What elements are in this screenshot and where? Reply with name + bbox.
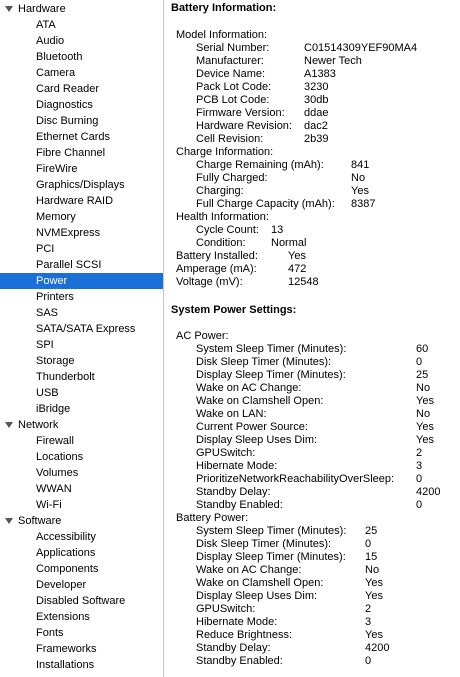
hardware-revision-value: dac2 (304, 120, 328, 132)
bat-disk-sleep-value: 0 (365, 538, 372, 550)
sidebar-item-ata[interactable]: ATA (36, 19, 56, 31)
ac-standby-enabled-value: 0 (416, 499, 423, 511)
bat-hibernate-value: 3 (365, 616, 372, 628)
ac-standby-delay-label: Standby Delay: (196, 486, 271, 498)
sidebar-item-printers[interactable]: Printers (36, 291, 74, 303)
disclosure-triangle-icon[interactable] (5, 422, 13, 428)
device-name-label: Device Name: (196, 68, 266, 80)
charging-label: Charging: (196, 185, 244, 197)
voltage-label: Voltage (mV): (176, 276, 243, 288)
ac-current-power-source-value: Yes (416, 421, 434, 433)
ac-standby-delay-value: 4200 (416, 486, 441, 498)
sidebar-item-audio[interactable]: Audio (36, 35, 65, 47)
bat-reduce-brightness-value: Yes (365, 629, 383, 641)
sidebar-item-frameworks[interactable]: Frameworks (36, 643, 97, 655)
bat-display-sleep-value: 15 (365, 551, 378, 563)
firmware-version-label: Firmware Version: (196, 107, 285, 119)
ac-current-power-source-label: Current Power Source: (196, 421, 308, 433)
group-network[interactable] (0, 417, 163, 433)
pcb-lot-code-value: 30db (304, 94, 329, 106)
sidebar-item-diagnostics[interactable]: Diagnostics (36, 99, 93, 111)
sidebar-item-accessibility[interactable]: Accessibility (36, 531, 96, 543)
bat-gpuswitch-label: GPUSwitch: (196, 603, 256, 615)
bat-display-dim-value: Yes (365, 590, 383, 602)
ac-hibernate-value: 3 (416, 460, 423, 472)
bat-wake-clamshell-label: Wake on Clamshell Open: (196, 577, 324, 589)
sidebar-item-firewire[interactable]: FireWire (36, 163, 78, 175)
ac-display-sleep-value: 25 (416, 369, 429, 381)
sidebar-item-fonts[interactable]: Fonts (36, 627, 64, 639)
cycle-count-value: 13 (271, 224, 284, 236)
ac-wake-clamshell-label: Wake on Clamshell Open: (196, 395, 324, 407)
hardware-revision-label: Hardware Revision: (196, 120, 292, 132)
bat-system-sleep-value: 25 (365, 525, 378, 537)
amperage-label: Amperage (mA): (176, 263, 257, 275)
ac-disk-sleep-label: Disk Sleep Timer (Minutes): (196, 356, 332, 368)
sidebar-item-power[interactable]: Power (0, 273, 163, 289)
ac-disk-sleep-value: 0 (416, 356, 423, 368)
sidebar-item-pci[interactable]: PCI (36, 243, 55, 255)
cell-revision-value: 2b39 (304, 133, 329, 145)
ac-wake-ac-change-value: No (416, 382, 431, 394)
charge-info-heading: Charge Information: (176, 146, 274, 158)
ac-display-dim-value: Yes (416, 434, 434, 446)
ac-display-sleep-label: Display Sleep Timer (Minutes): (196, 369, 346, 381)
bat-wake-ac-change-value: No (365, 564, 380, 576)
sidebar-item-ibridge[interactable]: iBridge (36, 403, 71, 415)
ac-prioritize-network-value: 0 (416, 473, 423, 485)
charge-remaining-label: Charge Remaining (mAh): (196, 159, 324, 171)
ac-display-dim-label: Display Sleep Uses Dim: (196, 434, 318, 446)
bat-gpuswitch-value: 2 (365, 603, 372, 615)
sidebar-item-sata[interactable]: SATA/SATA Express (36, 323, 136, 335)
full-charge-capacity-label: Full Charge Capacity (mAh): (196, 198, 335, 210)
sidebar-item-installations[interactable]: Installations (36, 659, 95, 671)
sidebar-item-firewall[interactable]: Firewall (36, 435, 74, 447)
group-label: Network (18, 419, 59, 431)
sidebar-item-wwan[interactable]: WWAN (36, 483, 72, 495)
ac-gpuswitch-label: GPUSwitch: (196, 447, 256, 459)
battery-power-heading: Battery Power: (176, 512, 249, 524)
ac-wake-lan-value: No (416, 408, 431, 420)
ac-hibernate-label: Hibernate Mode: (196, 460, 278, 472)
ac-wake-clamshell-value: Yes (416, 395, 434, 407)
battery-installed-label: Battery Installed: (176, 250, 258, 262)
charge-remaining-value: 841 (351, 159, 370, 171)
bat-system-sleep-label: System Sleep Timer (Minutes): (196, 525, 347, 537)
group-hardware[interactable] (0, 1, 163, 17)
bat-standby-enabled-label: Standby Enabled: (196, 655, 283, 667)
voltage-value: 12548 (288, 276, 319, 288)
bat-wake-ac-change-label: Wake on AC Change: (196, 564, 302, 576)
sidebar (0, 0, 164, 677)
sidebar-item-components[interactable]: Components (36, 563, 99, 575)
cell-revision-label: Cell Revision: (196, 133, 264, 145)
bat-standby-enabled-value: 0 (365, 655, 372, 667)
pcb-lot-code-label: PCB Lot Code: (196, 94, 270, 106)
bat-disk-sleep-label: Disk Sleep Timer (Minutes): (196, 538, 332, 550)
health-info-heading: Health Information: (176, 211, 269, 223)
sidebar-item-disc-burning[interactable]: Disc Burning (36, 115, 99, 127)
sidebar-item-ethernet-cards[interactable]: Ethernet Cards (36, 131, 110, 143)
amperage-value: 472 (288, 263, 307, 275)
sidebar-item-wifi[interactable]: Wi-Fi (36, 499, 62, 511)
group-label: Software (18, 515, 62, 527)
sidebar-item-nvmexpress[interactable]: NVMExpress (36, 227, 101, 239)
ac-system-sleep-label: System Sleep Timer (Minutes): (196, 343, 347, 355)
pack-lot-code-value: 3230 (304, 81, 329, 93)
sidebar-item-parallel-scsi[interactable]: Parallel SCSI (36, 259, 102, 271)
condition-label: Condition: (196, 237, 246, 249)
ac-prioritize-network-label: PrioritizeNetworkReachabilityOverSleep: (196, 473, 395, 485)
group-software[interactable] (0, 513, 163, 529)
pack-lot-code-label: Pack Lot Code: (196, 81, 272, 93)
sidebar-item-spi[interactable]: SPI (36, 339, 54, 351)
sidebar-item-usb[interactable]: USB (36, 387, 59, 399)
full-charge-capacity-value: 8387 (351, 198, 376, 210)
bat-wake-clamshell-value: Yes (365, 577, 383, 589)
sidebar-item-volumes[interactable]: Volumes (36, 467, 79, 479)
model-info-heading: Model Information: (176, 29, 268, 41)
sidebar-item-hardware-raid[interactable]: Hardware RAID (36, 195, 114, 207)
detail-pane (164, 0, 460, 677)
manufacturer-value: Newer Tech (304, 55, 362, 67)
sidebar-item-camera[interactable]: Camera (36, 67, 76, 79)
fully-charged-value: No (351, 172, 366, 184)
sidebar-item-bluetooth[interactable]: Bluetooth (36, 51, 83, 63)
bat-standby-delay-value: 4200 (365, 642, 390, 654)
device-name-value: A1383 (304, 68, 336, 80)
serial-number-label: Serial Number: (196, 42, 270, 54)
power-settings-title: System Power Settings: (171, 304, 297, 316)
sidebar-item-disabled-software[interactable]: Disabled Software (36, 595, 126, 607)
group-label: Hardware (18, 3, 66, 15)
sidebar-item-thunderbolt[interactable]: Thunderbolt (36, 371, 95, 383)
battery-info-title: Battery Information: (171, 2, 277, 14)
ac-wake-lan-label: Wake on LAN: (196, 408, 267, 420)
sidebar-item-fibre-channel[interactable]: Fibre Channel (36, 147, 106, 159)
sidebar-item-developer[interactable]: Developer (36, 579, 87, 591)
charging-value: Yes (351, 185, 369, 197)
sidebar-item-applications[interactable]: Applications (36, 547, 96, 559)
sidebar-item-sas[interactable]: SAS (36, 307, 59, 319)
manufacturer-label: Manufacturer: (196, 55, 264, 67)
ac-gpuswitch-value: 2 (416, 447, 423, 459)
ac-system-sleep-value: 60 (416, 343, 429, 355)
condition-value: Normal (271, 237, 307, 249)
bat-hibernate-label: Hibernate Mode: (196, 616, 278, 628)
serial-number-value: C01514309YEF90MA4 (304, 42, 418, 54)
sidebar-item-extensions[interactable]: Extensions (36, 611, 90, 623)
bat-display-dim-label: Display Sleep Uses Dim: (196, 590, 318, 602)
disclosure-triangle-icon[interactable] (5, 6, 13, 12)
sidebar-item-card-reader[interactable]: Card Reader (36, 83, 99, 95)
bat-standby-delay-label: Standby Delay: (196, 642, 271, 654)
sidebar-item-storage[interactable]: Storage (36, 355, 75, 367)
sidebar-item-graphics-displays[interactable]: Graphics/Displays (36, 179, 125, 191)
bat-display-sleep-label: Display Sleep Timer (Minutes): (196, 551, 346, 563)
firmware-version-value: ddae (304, 107, 329, 119)
disclosure-triangle-icon[interactable] (5, 518, 13, 524)
sidebar-item-memory[interactable]: Memory (36, 211, 76, 223)
battery-installed-value: Yes (288, 250, 306, 262)
bat-reduce-brightness-label: Reduce Brightness: (196, 629, 292, 641)
ac-power-heading: AC Power: (176, 330, 229, 342)
ac-wake-ac-change-label: Wake on AC Change: (196, 382, 302, 394)
fully-charged-label: Fully Charged: (196, 172, 268, 184)
ac-standby-enabled-label: Standby Enabled: (196, 499, 283, 511)
sidebar-item-locations[interactable]: Locations (36, 451, 84, 463)
cycle-count-label: Cycle Count: (196, 224, 259, 236)
